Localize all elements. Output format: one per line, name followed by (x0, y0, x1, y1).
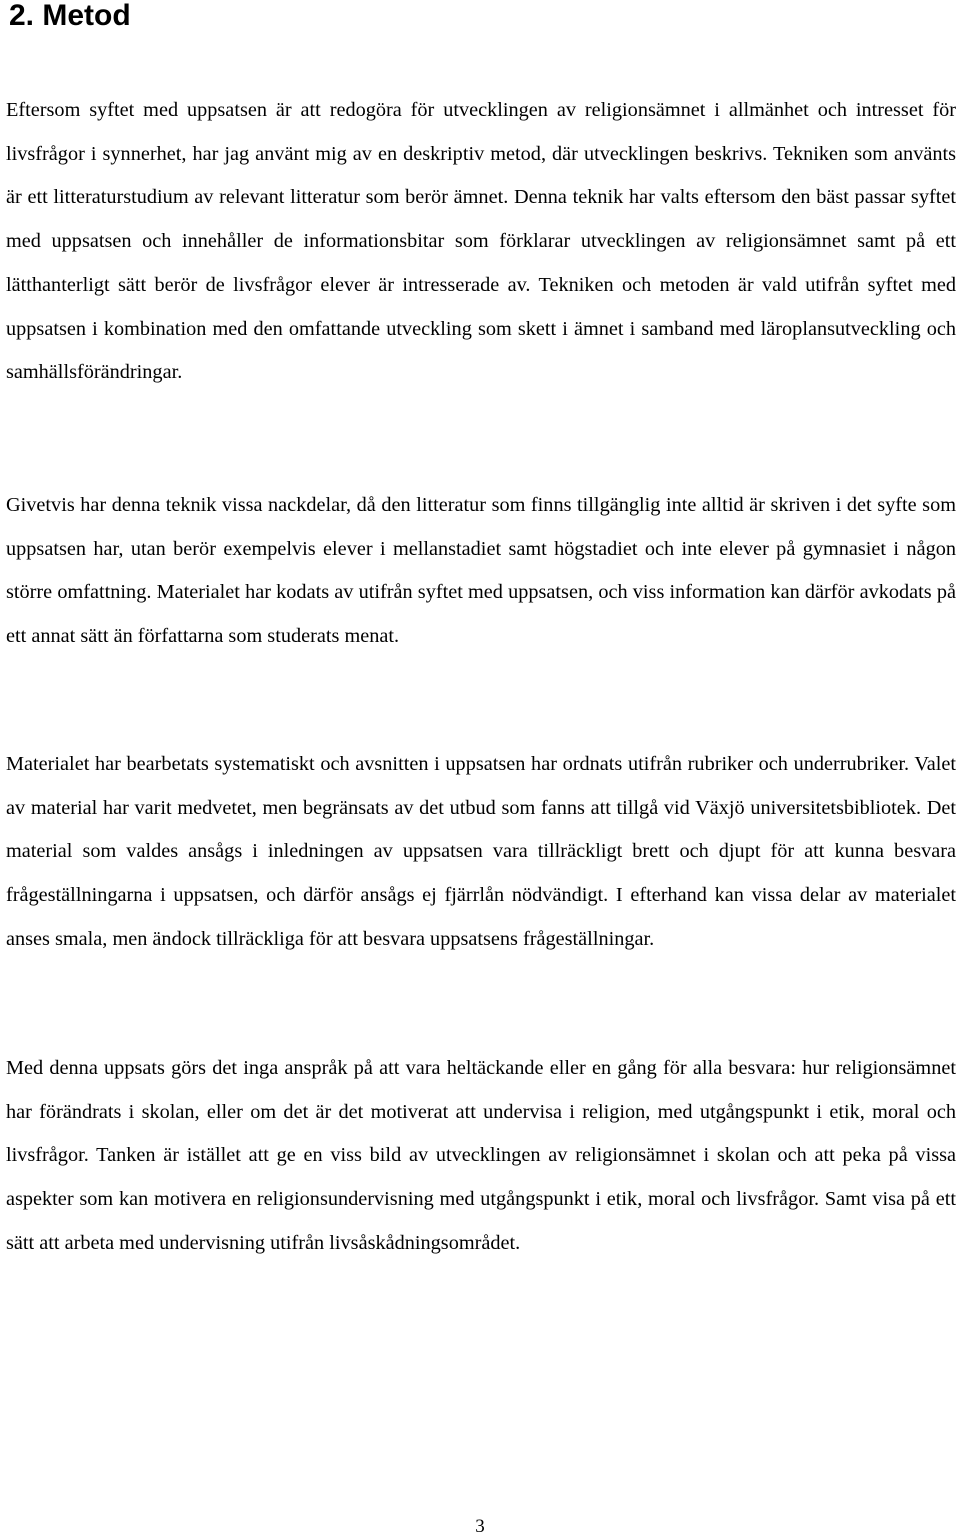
page-number: 3 (475, 1516, 485, 1537)
section-heading: 2. Metod (9, 0, 131, 32)
paragraph-purpose-limits: Med denna uppsats görs det inga anspråk på att vara heltäckande eller en gång för alla besvara: hur religionsämnet har förändrats i skolan, eller om det är det motiverat att undervisa i religion, med utgångspunkt i etik, moral och livsfrågor. Tanken är istället att ge en viss bild av utvecklingen av religionsämnet i skolan och att peka på vissa aspekter som kan motivera en religionsundervisning med utgångspunkt i etik, moral och livsfrågor. Samt visa på ett sätt att arbeta med undervisning utifrån livsåskådningsområdet. (6, 1057, 956, 1254)
paragraph-material: Materialet har bearbetats systematiskt och avsnitten i uppsatsen har ordnats utifrån rubriker och underrubriker. Valet av material har varit medvetet, men begränsats av det utbud som fanns att tillgå vid Växjö universitetsbibliotek. Det material som valdes ansågs i inledningen av uppsatsen vara tillräckligt brett och djupt för att kunna besvara frågeställningarna i uppsatsen, och därför ansågs ej fjärrlån nödvändigt. I efterhand kan vissa delar av materialet anses smala, men ändock tillräckliga för att besvara uppsatsens frågeställningar. (6, 753, 956, 950)
paragraph-method-description: Eftersom syftet med uppsatsen är att redogöra för utvecklingen av religionsämnet i allmänhet och intresset för livsfrågor i synnerhet, har jag använt mig av en deskriptiv metod, där utvecklingen beskrivs. Tekniken som använts är ett litteraturstudium av relevant litteratur som berör ämnet. Denna teknik har valts eftersom den bäst passar syftet med uppsatsen och innehåller de informationsbitar som förklarar utvecklingen av religionsämnet samt på ett lätthanterligt sätt berör de livsfrågor elever är intresserade av. Tekniken och metoden är vald utifrån syftet med uppsatsen i kombination med den omfattande utveckling som skett i ämnet i samband med läroplansutveckling och samhällsförändringar. (6, 99, 956, 384)
paragraph-drawbacks: Givetvis har denna teknik vissa nackdelar, då den litteratur som finns tillgänglig inte alltid är skriven i det syfte som uppsatsen har, utan berör exempelvis elever i mellanstadiet samt högstadiet och inte elever på gymnasiet i någon större omfattning. Materialet har kodats av utifrån syftet med uppsatsen, och viss information kan därför avkodats på ett annat sätt än författarna som studerats menat. (6, 494, 956, 648)
